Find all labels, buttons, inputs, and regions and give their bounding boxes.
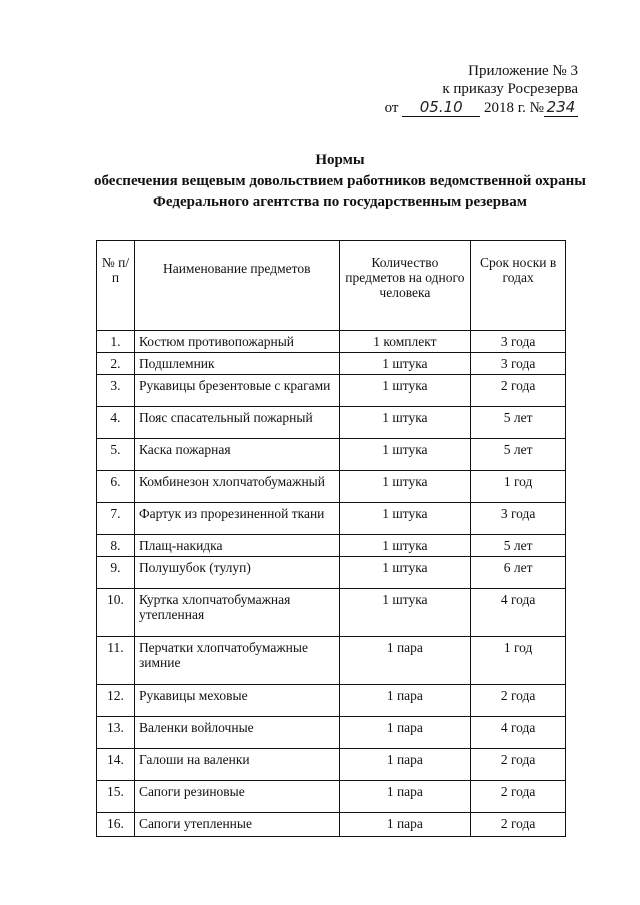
table-row bbox=[97, 471, 566, 503]
cell-term: 4 года bbox=[471, 717, 566, 749]
cell-num: 1. bbox=[97, 331, 135, 353]
title-line-2: обеспечения вещевым довольствием работников ведомственной охраны bbox=[94, 173, 586, 189]
handwritten-date: 05.10 bbox=[402, 98, 480, 117]
cell-term: 6 лет bbox=[471, 557, 566, 589]
cell-qty: 1 пара bbox=[339, 749, 471, 781]
norms-table bbox=[96, 240, 566, 837]
table-row bbox=[97, 439, 566, 471]
table-row bbox=[97, 749, 566, 781]
cell-qty: 1 штука bbox=[339, 375, 471, 407]
cell-qty: 1 штука bbox=[339, 407, 471, 439]
cell-term: 5 лет bbox=[471, 535, 566, 557]
cell-qty: 1 штука bbox=[339, 589, 471, 637]
annex-year: 2018 г. № bbox=[483, 100, 544, 116]
header-name: Наименование предметов bbox=[134, 241, 339, 331]
table-body bbox=[97, 331, 566, 837]
cell-term: 1 год bbox=[471, 637, 566, 685]
header-term: Срок носки в годах bbox=[471, 241, 566, 331]
cell-term: 4 года bbox=[471, 589, 566, 637]
table-row bbox=[97, 557, 566, 589]
cell-term: 5 лет bbox=[471, 439, 566, 471]
table-row bbox=[97, 717, 566, 749]
cell-term: 2 года bbox=[471, 685, 566, 717]
cell-name: Рукавицы брезентовые с крагами bbox=[134, 375, 339, 407]
title-line-1: Нормы bbox=[315, 152, 365, 168]
cell-name: Куртка хлопчатобумажная утепленная bbox=[134, 589, 339, 637]
document-title bbox=[40, 150, 640, 213]
table-row bbox=[97, 503, 566, 535]
cell-qty: 1 штука bbox=[339, 535, 471, 557]
annex-date-line bbox=[378, 98, 578, 117]
table-row bbox=[97, 331, 566, 353]
cell-qty: 1 пара bbox=[339, 637, 471, 685]
cell-name: Валенки войлочные bbox=[134, 717, 339, 749]
cell-name: Фартук из прорезиненной ткани bbox=[134, 503, 339, 535]
cell-num: 13. bbox=[97, 717, 135, 749]
cell-term: 3 года bbox=[471, 503, 566, 535]
cell-term: 2 года bbox=[471, 781, 566, 813]
cell-qty: 1 штука bbox=[339, 557, 471, 589]
table-row bbox=[97, 813, 566, 837]
cell-num: 4. bbox=[97, 407, 135, 439]
cell-num: 16. bbox=[97, 813, 135, 837]
annex-from-label: от bbox=[384, 100, 399, 116]
cell-name: Рукавицы меховые bbox=[134, 685, 339, 717]
cell-name: Каска пожарная bbox=[134, 439, 339, 471]
cell-name: Костюм противопожарный bbox=[134, 331, 339, 353]
table-row bbox=[97, 407, 566, 439]
cell-term: 2 года bbox=[471, 749, 566, 781]
cell-qty: 1 штука bbox=[339, 439, 471, 471]
header-num: № п/п bbox=[97, 241, 135, 331]
cell-name: Сапоги утепленные bbox=[134, 813, 339, 837]
cell-term: 2 года bbox=[471, 375, 566, 407]
cell-num: 12. bbox=[97, 685, 135, 717]
table-row bbox=[97, 535, 566, 557]
title-line-3: Федерального агентства по государственным резервам bbox=[153, 194, 527, 210]
header-qty: Количество предметов на одного человека bbox=[339, 241, 471, 331]
cell-num: 2. bbox=[97, 353, 135, 375]
cell-term: 1 год bbox=[471, 471, 566, 503]
table-row bbox=[97, 589, 566, 637]
cell-term: 3 года bbox=[471, 353, 566, 375]
cell-qty: 1 штука bbox=[339, 353, 471, 375]
cell-num: 6. bbox=[97, 471, 135, 503]
cell-qty: 1 штука bbox=[339, 471, 471, 503]
table-row bbox=[97, 781, 566, 813]
cell-num: 14. bbox=[97, 749, 135, 781]
cell-term: 2 года bbox=[471, 813, 566, 837]
annex-number: Приложение № 3 bbox=[468, 63, 578, 79]
annex-order-ref: к приказу Росрезерва bbox=[442, 81, 578, 97]
cell-name: Пояс спасательный пожарный bbox=[134, 407, 339, 439]
cell-num: 9. bbox=[97, 557, 135, 589]
cell-qty: 1 пара bbox=[339, 685, 471, 717]
cell-num: 7. bbox=[97, 503, 135, 535]
cell-qty: 1 комплект bbox=[339, 331, 471, 353]
table-row bbox=[97, 685, 566, 717]
cell-name: Галоши на валенки bbox=[134, 749, 339, 781]
cell-name: Плащ-накидка bbox=[134, 535, 339, 557]
cell-num: 5. bbox=[97, 439, 135, 471]
cell-qty: 1 пара bbox=[339, 717, 471, 749]
table-header-row bbox=[97, 241, 566, 331]
cell-qty: 1 пара bbox=[339, 781, 471, 813]
cell-term: 5 лет bbox=[471, 407, 566, 439]
cell-name: Подшлемник bbox=[134, 353, 339, 375]
table-row bbox=[97, 637, 566, 685]
cell-qty: 1 пара bbox=[339, 813, 471, 837]
annex-block bbox=[378, 62, 578, 117]
cell-num: 15. bbox=[97, 781, 135, 813]
cell-name: Сапоги резиновые bbox=[134, 781, 339, 813]
cell-name: Перчатки хлопчатобумажные зимние bbox=[134, 637, 339, 685]
cell-name: Комбинезон хлопчатобумажный bbox=[134, 471, 339, 503]
table-row bbox=[97, 353, 566, 375]
cell-num: 8. bbox=[97, 535, 135, 557]
table-row bbox=[97, 375, 566, 407]
cell-num: 3. bbox=[97, 375, 135, 407]
cell-term: 3 года bbox=[471, 331, 566, 353]
cell-num: 10. bbox=[97, 589, 135, 637]
handwritten-order-number: 234 bbox=[544, 98, 578, 117]
cell-num: 11. bbox=[97, 637, 135, 685]
cell-name: Полушубок (тулуп) bbox=[134, 557, 339, 589]
cell-qty: 1 штука bbox=[339, 503, 471, 535]
